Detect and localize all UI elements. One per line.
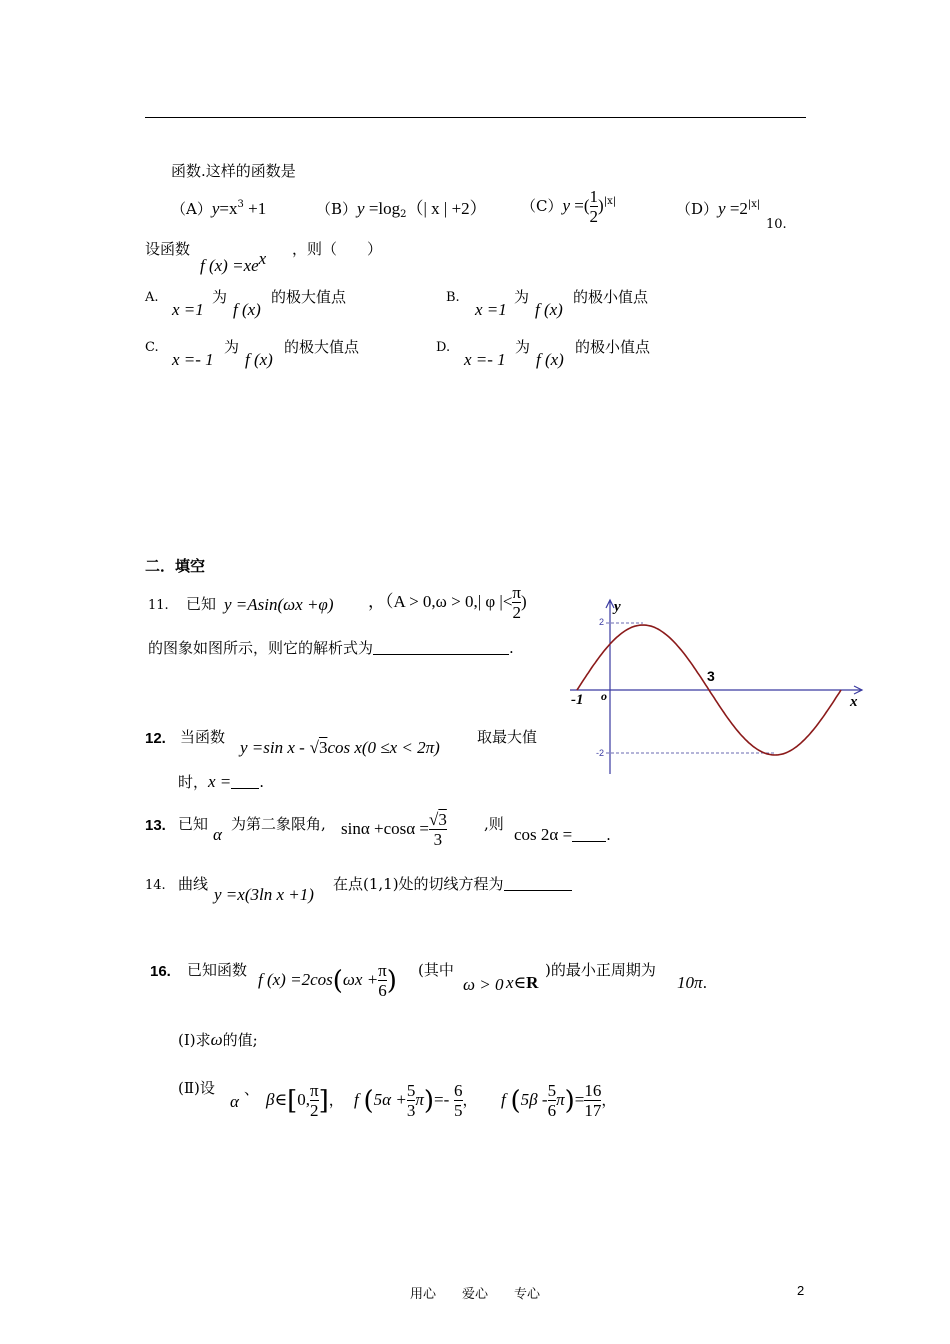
q9-option-a: $(A)y=x^3 +1$ xyxy=(171,199,267,218)
q9-stem: 函数.这样的函数是 xyxy=(171,162,296,180)
q10-stem: 设函数 xyxy=(145,240,191,258)
q10-option-d-desc: 的极小值点 xyxy=(575,338,651,356)
q16-lead: 已知函数 xyxy=(187,961,248,979)
q14-expr: y =x(3ln x +1) xyxy=(214,885,314,904)
q16-omega: ω > 0 xyxy=(463,975,504,994)
q12-lead: 当函数 xyxy=(180,728,226,746)
q11-answer-blank[interactable] xyxy=(373,654,509,655)
q10-option-c-f: f (x) xyxy=(245,350,273,369)
q11-number: 11. xyxy=(148,598,169,613)
q11-lead: 已知 xyxy=(186,595,217,613)
q16-part2-alpha: α xyxy=(230,1092,239,1111)
q16-f-beta: f (5β - $\frac{5}{6}$ π)= $\frac{16}{17}$ ， xyxy=(501,1081,617,1120)
q9-option-b: $(B)y =\log_2(|$ x | +2） xyxy=(316,199,487,220)
q16-tail: )的最小正周期为 xyxy=(545,961,656,979)
q10-option-a-f: f (x) xyxy=(233,300,261,319)
q10-option-c-wei: 为 xyxy=(224,338,240,356)
y-axis-label: y xyxy=(614,599,621,615)
tick-label-neg2: -2 xyxy=(596,748,605,758)
q13-expr: sinα +cosα = $\frac{√3}{3}$ xyxy=(341,810,447,849)
tick-label-3: 3 xyxy=(707,668,715,684)
x-axis-label: x xyxy=(850,694,858,710)
q10-option-c-cond: x =- 1 xyxy=(172,350,214,369)
q10-tail: ，则（ ） xyxy=(292,240,383,258)
q10-option-d-cond: x =- 1 xyxy=(464,350,506,369)
q14-number: 14. xyxy=(145,878,166,893)
q16-beta-interval: β∈[0, $\frac{\pi}{2}$ ]， xyxy=(266,1081,344,1120)
sine-graph xyxy=(566,594,866,780)
q11-line2: 的图象如图所示，则它的解析式为 . xyxy=(148,639,514,657)
q10-option-a-wei: 为 xyxy=(212,288,228,306)
q13-mid: 为第二象限角, xyxy=(231,815,326,833)
q10-option-a-label: A. xyxy=(145,290,159,305)
q11-expr: y =Asin(ωx +φ) xyxy=(224,595,334,614)
q16-paren: (其中 xyxy=(418,961,454,979)
q10-option-c-label: C. xyxy=(145,340,159,355)
q12-answer-blank[interactable] xyxy=(231,788,259,789)
q16-domain: x∈R xyxy=(506,973,539,992)
q12-line2: 时，x = . xyxy=(178,772,265,791)
q14-answer-blank[interactable] xyxy=(504,890,572,891)
q13-alpha: α xyxy=(213,825,222,844)
q12-number: 12. xyxy=(145,730,166,747)
q10-option-b-wei: 为 xyxy=(514,288,530,306)
q16-period: 10π. xyxy=(677,973,708,992)
q12-expr: y =sin x - √3cos x(0 ≤x < 2π) xyxy=(240,738,440,757)
q9-option-d: $(D)y =2^{|x|}$ xyxy=(676,199,761,218)
q10-option-d-wei: 为 xyxy=(515,338,531,356)
q14-lead: 曲线 xyxy=(178,875,209,893)
tick-label-2: 2 xyxy=(599,617,605,627)
q16-expr: f (x) =2cos(ωx + $\frac{\pi}{6}$ ) xyxy=(258,961,397,1000)
page-footer: 用心 爱心 专心 xyxy=(409,1287,540,1302)
q11-condition: ，（A > 0,ω > 0,| φ |< $\frac{\pi}{2}$ ) xyxy=(368,583,527,622)
section-title: 二．填空 xyxy=(145,558,206,575)
q10-function: f $(x) =xe^x$ xyxy=(200,249,267,275)
q10-option-b-label: B. xyxy=(446,290,460,305)
q10-option-a-desc: 的极大值点 xyxy=(271,288,347,306)
q10-option-a-cond: x =1 xyxy=(172,300,204,319)
q10-option-d-label: D. xyxy=(436,340,451,355)
q16-f-alpha: f (5α + $\frac{5}{3}$ π)=- $\frac{6}{5}$ ， xyxy=(354,1081,478,1120)
page-number: 2 xyxy=(797,1283,805,1298)
q10-number: 10. xyxy=(766,217,787,232)
origin-label: o xyxy=(601,689,607,703)
q14-tail: 在点(1,1)处的切线方程为 xyxy=(333,877,572,892)
header-rule xyxy=(145,117,806,118)
q10-option-b-cond: x =1 xyxy=(475,300,507,319)
q10-option-d-f: f (x) xyxy=(536,350,564,369)
q13-lead: 已知 xyxy=(178,815,209,833)
q10-option-b-f: f (x) xyxy=(535,300,563,319)
graph-axes xyxy=(570,600,862,774)
q12-tail: 取最大值 xyxy=(477,728,538,746)
q10-option-b-desc: 的极小值点 xyxy=(573,288,649,306)
q10-option-c-desc: 的极大值点 xyxy=(284,338,360,356)
q16-number: 16. xyxy=(150,963,171,980)
q9-option-c: （C）y =( $\frac{1}{2}$ )$^{|x|}$ xyxy=(521,187,617,226)
q13-then: ,则 xyxy=(484,815,504,833)
q13-ask: cos 2α = . xyxy=(514,825,611,844)
q16-part1: (Ⅰ)求ω的值; xyxy=(178,1030,258,1049)
q16-part2-sep: 、 xyxy=(244,1080,260,1098)
tick-label-neg1: -1 xyxy=(571,692,584,708)
q13-answer-blank[interactable] xyxy=(572,841,606,842)
q13-number: 13. xyxy=(145,817,166,834)
q16-part2-label: (Ⅱ)设 xyxy=(178,1079,215,1097)
